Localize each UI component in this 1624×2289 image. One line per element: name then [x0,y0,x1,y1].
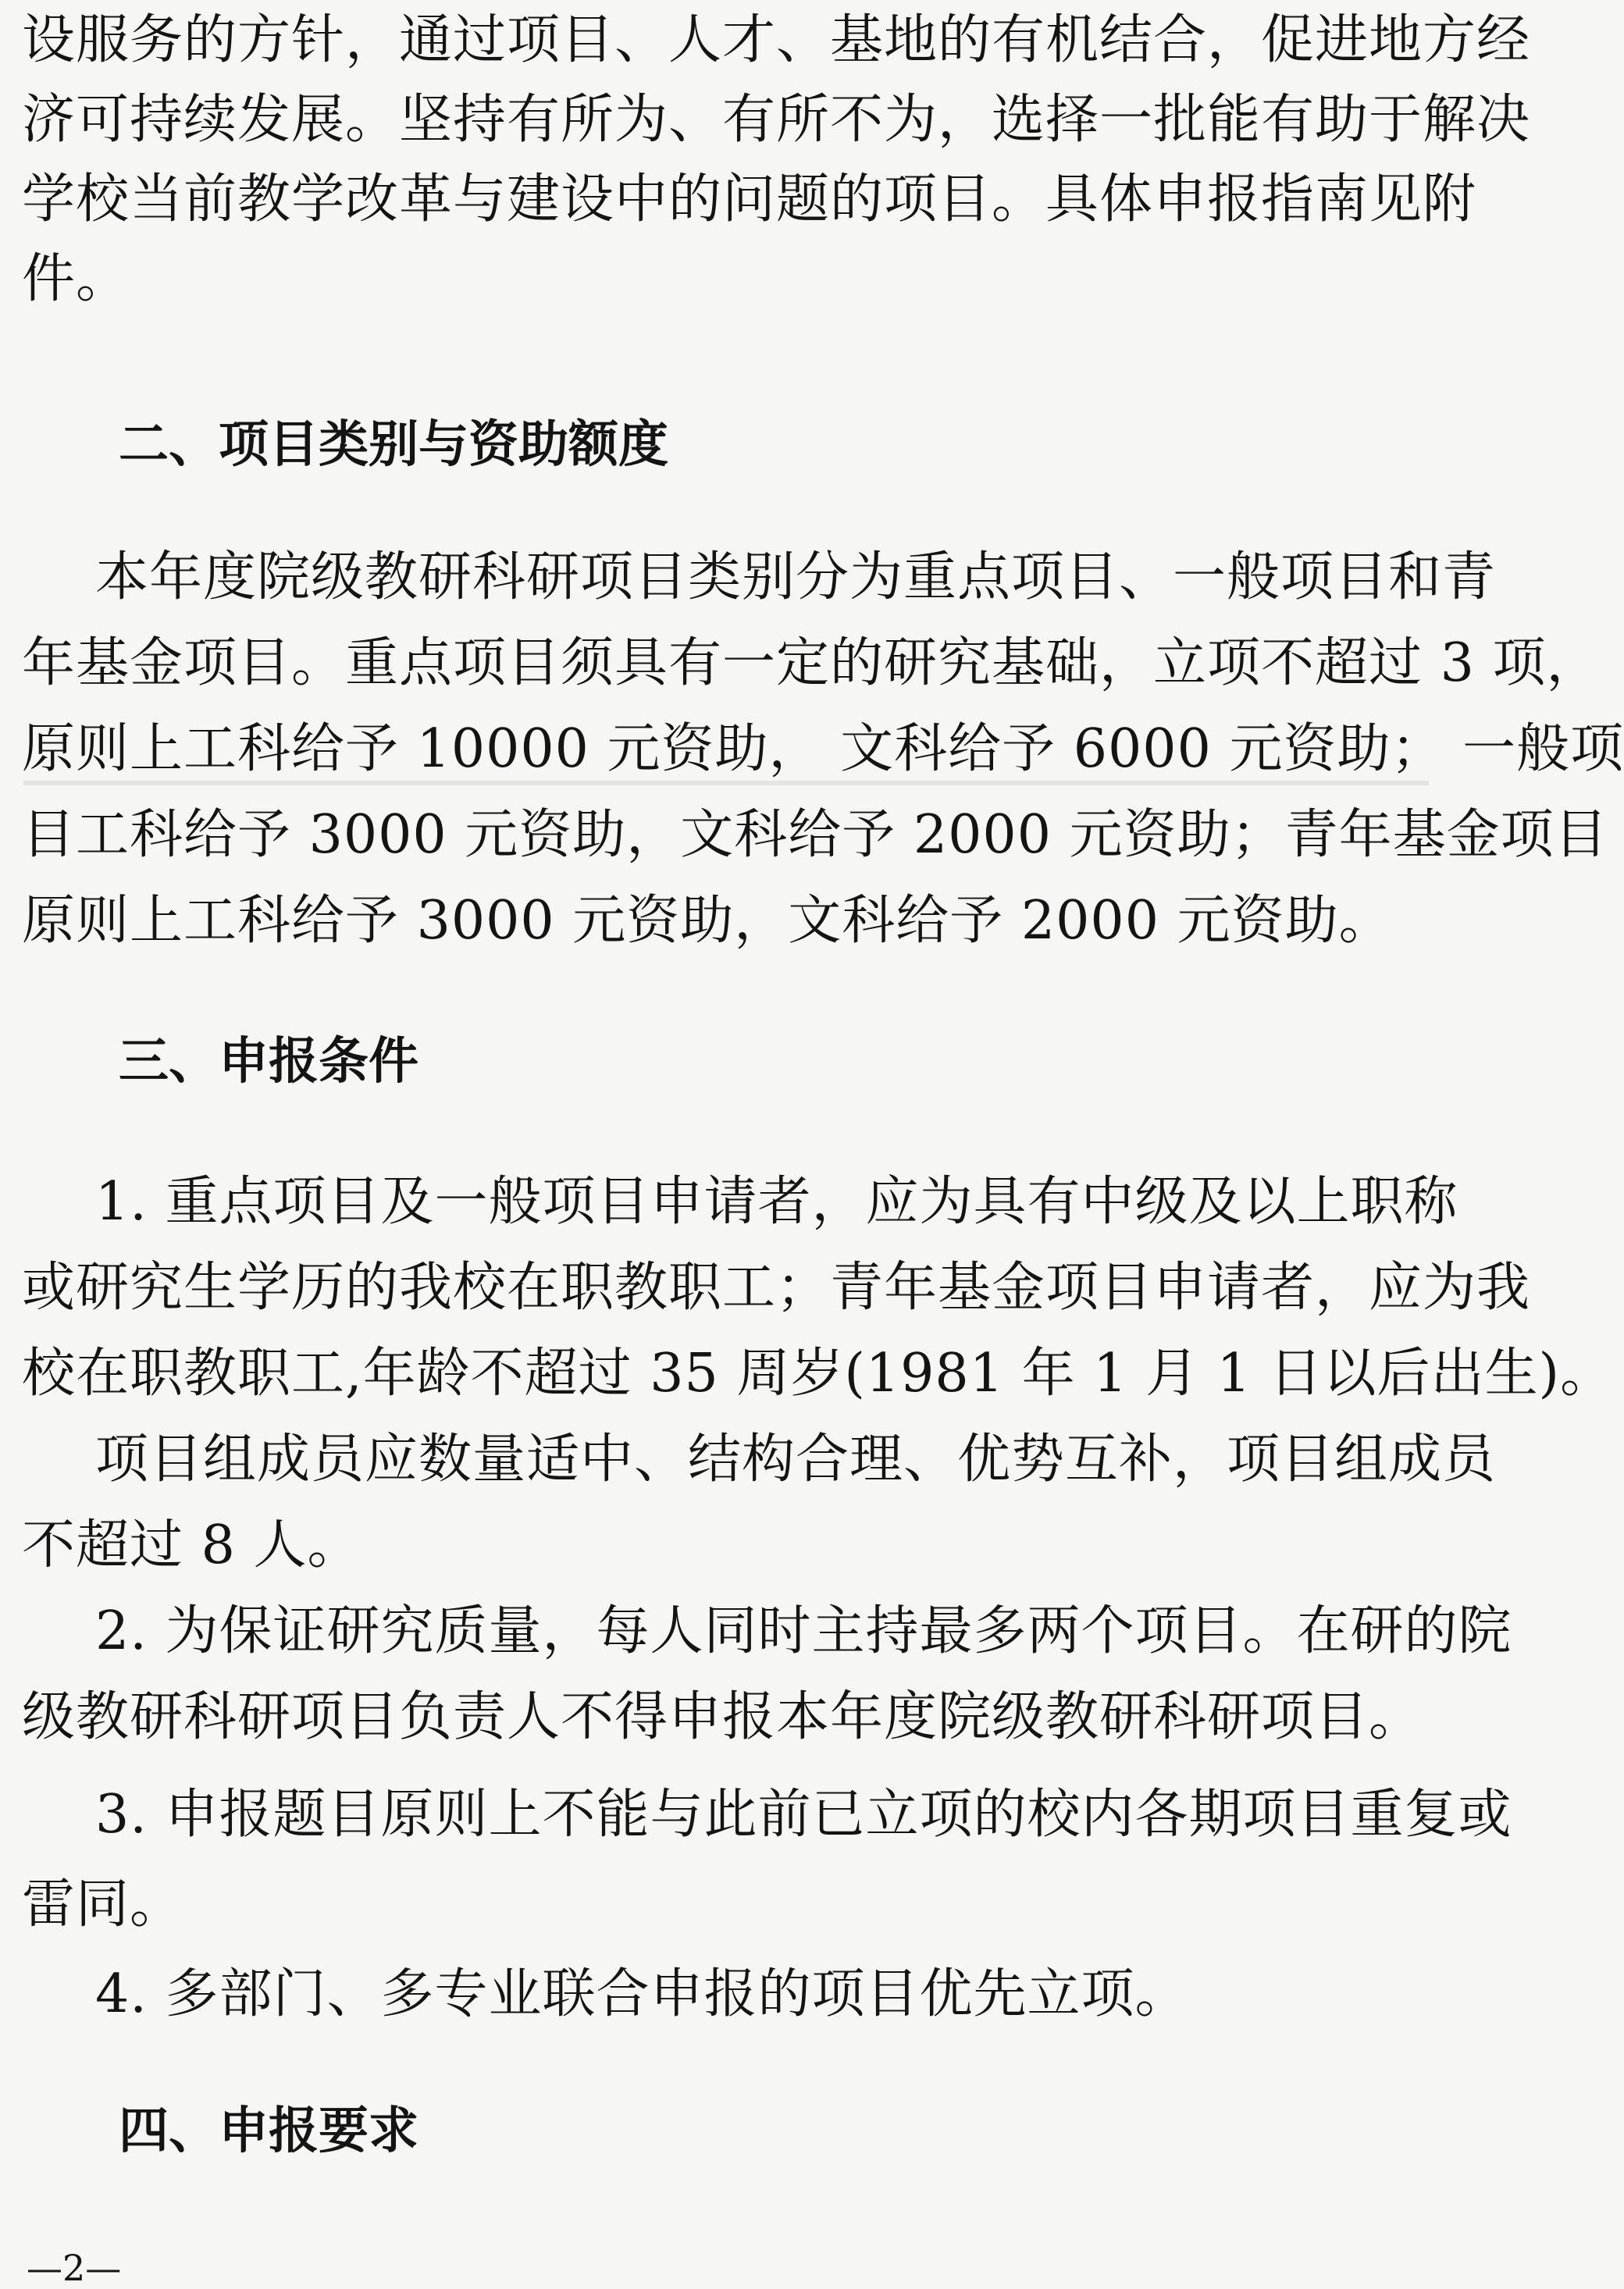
section-2-line-4: 目工科给予 3000 元资助，文科给予 2000 元资助；青年基金项目 [22,804,1608,866]
intro-line-1: 设服务的方针，通过项目、人才、基地的有机结合，促进地方经 [22,9,1531,71]
section-4-heading: 四、申报要求 [119,2102,418,2160]
members-line-1: 项目组成员应数量适中、结构合理、优势互补，项目组成员 [95,1429,1497,1490]
condition-2-line-1: 2. 为保证研究质量，每人同时主持最多两个项目。在研的院 [95,1600,1512,1662]
intro-line-4: 件。 [22,248,130,310]
section-3-heading: 三、申报条件 [119,1033,418,1091]
intro-line-3: 学校当前教学改革与建设中的问题的项目。具体申报指南见附 [22,169,1477,230]
page-number: —2— [27,2247,122,2289]
condition-3-line-1: 3. 申报题目原则上不能与此前已立项的校内各期项目重复或 [95,1784,1512,1846]
intro-line-2: 济可持续发展。坚持有所为、有所不为，选择一批能有助于解决 [22,89,1531,151]
section-2-line-5: 原则上工科给予 3000 元资助，文科给予 2000 元资助。 [22,890,1393,952]
condition-1-line-3: 校在职教职工,年龄不超过 35 周岁(1981 年 1 月 1 日以后出生)。 [22,1343,1615,1404]
section-2-line-1: 本年度院级教研科研项目类别分为重点项目、一般项目和青 [95,546,1497,608]
members-line-2: 不超过 8 人。 [22,1515,361,1576]
section-2-heading: 二、项目类别与资助额度 [119,416,668,474]
condition-1-line-2: 或研究生学历的我校在职教职工；青年基金项目申请者，应为我 [22,1257,1531,1319]
section-2-line-3: 原则上工科给予 10000 元资助， 文科给予 6000 元资助； 一般项 [22,718,1624,780]
condition-2-line-2: 级教研科研项目负责人不得申报本年度院级教研科研项目。 [22,1686,1423,1748]
section-2-line-2: 年基金项目。重点项目须具有一定的研究基础，立项不超过 3 项， [22,632,1601,694]
condition-3-line-2: 雷同。 [22,1874,184,1935]
condition-4-line-1: 4. 多部门、多专业联合申报的项目优先立项。 [95,1963,1189,2025]
condition-1-line-1: 1. 重点项目及一般项目申请者，应为具有中级及以上职称 [95,1171,1458,1233]
